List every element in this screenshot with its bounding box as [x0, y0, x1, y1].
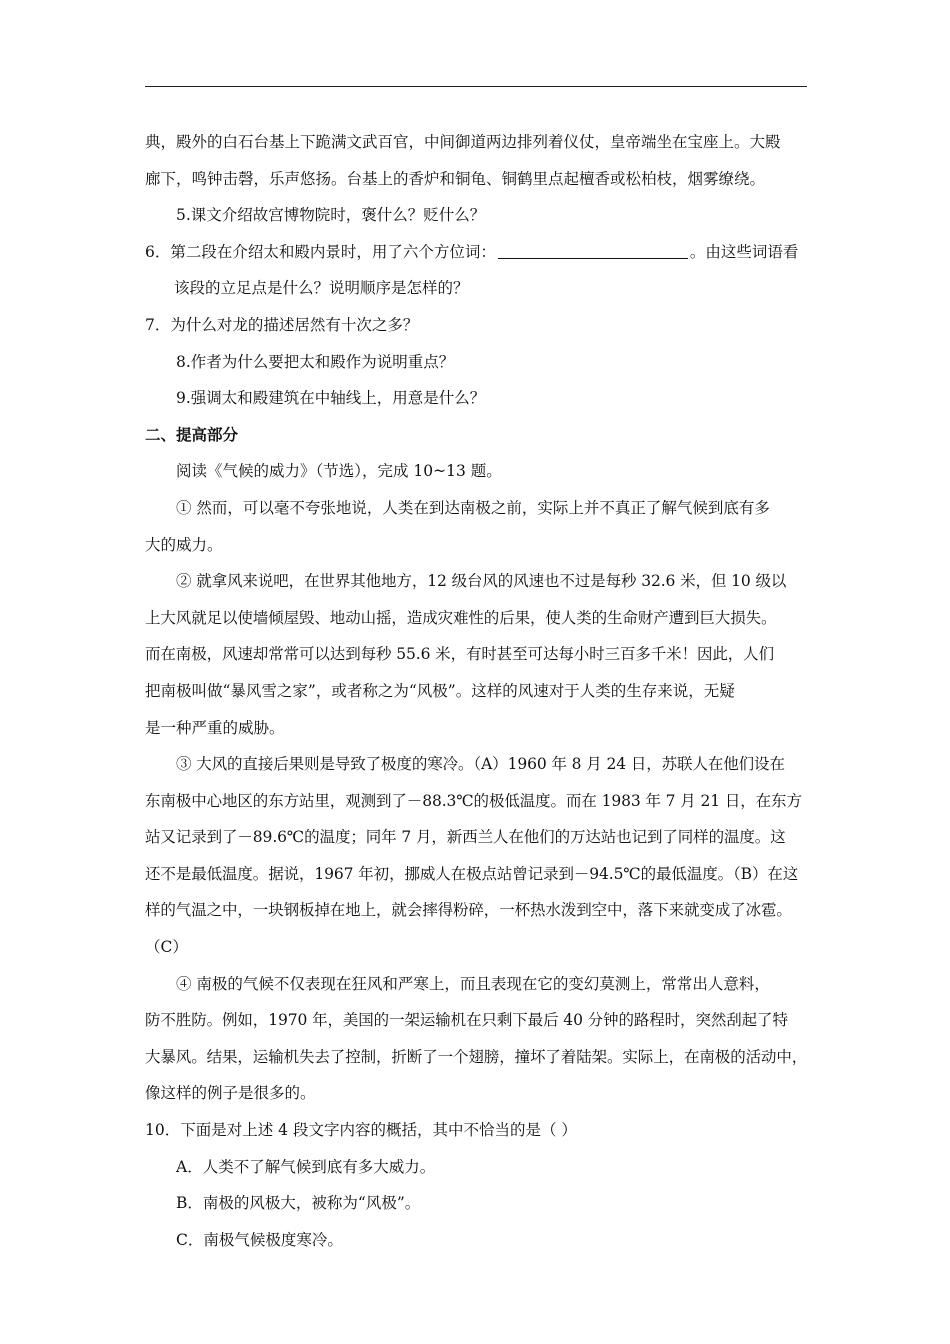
paragraph-3-line: 还不是最低温度。据说，1967 年初，挪威人在极点站曾记录到－94.5℃的最低温度。（B）在这	[145, 864, 799, 883]
paragraph-3-line: 样的气温之中，一块钢板掉在地上，就会摔得粉碎，一杯热水泼到空中，落下来就变成了冰雹。	[145, 901, 792, 920]
paragraph-3: ③ 大风的直接后果则是导致了极度的寒冷。（A）1960 年 8 月 24 日，苏联人在他们设在	[176, 755, 785, 774]
paragraph-4-line: 防不胜防。例如，1970 年，美国的一架运输机在只剩下最后 40 分钟的路程时，突然刮起了特	[145, 1011, 788, 1030]
paragraph-3-line: 东南极中心地区的东方站里，观测到了－88.3℃的极低温度。而在 1983 年 7 月 21 日，在东方	[145, 791, 802, 810]
reading-instruction: 阅读《气候的威力》（节选），完成 10~13 题。	[176, 462, 502, 481]
option-a: A．人类不了解气候到底有多大威力。	[176, 1157, 436, 1176]
question-5: 5.课文介绍故宫博物院时，褒什么？贬什么？	[176, 206, 486, 225]
header-rule	[145, 86, 807, 87]
paragraph-2-line: 而在南极，风速却常常可以达到每秒 55.6 米，有时甚至可达每小时三百多千米！因此，人们	[145, 645, 774, 664]
option-c: C．南极气候极度寒冷。	[176, 1230, 343, 1249]
paragraph-2-line: 上大风就足以使墙倾屋毁、地动山摇，造成灾难性的后果，使人类的生命财产遭到巨大损失。	[145, 608, 777, 627]
paragraph-1-line: 大的威力。	[145, 535, 223, 554]
paragraph-2-line: 是一种严重的威胁。	[145, 718, 285, 737]
text-line: 廊下，鸣钟击磬，乐声悠扬。台基上的香炉和铜龟、铜鹤里点起檀香或松柏枝，烟雾缭绕。	[145, 169, 766, 188]
document-body	[145, 124, 813, 1258]
paragraph-4: ④ 南极的气候不仅表现在狂风和严寒上，而且表现在它的变幻莫测上，常常出人意料，	[176, 974, 770, 993]
question-6-suffix: 。由这些词语看	[689, 242, 799, 261]
question-8: 8.作者为什么要把太和殿作为说明重点？	[176, 352, 455, 371]
paragraph-3-line: （C）	[145, 938, 188, 957]
question-10: 10．下面是对上述 4 段文字内容的概括，其中不恰当的是（ ）	[145, 1121, 577, 1140]
question-7: 7．为什么对龙的描述居然有十次之多？	[145, 315, 419, 334]
question-6-prefix: 6．第二段在介绍太和殿内景时，用了六个方位词：	[145, 242, 496, 261]
question-6	[145, 234, 813, 271]
question-9: 9.强调太和殿建筑在中轴线上，用意是什么？	[176, 389, 486, 408]
question-6-continued: 该段的立足点是什么？说明顺序是怎样的？	[174, 279, 469, 298]
paragraph-1: ① 然而，可以毫不夸张地说，人类在到达南极之前，实际上并不真正了解气候到底有多	[176, 498, 770, 517]
text-line: 典，殿外的白石台基上下跪满文武百官，中间御道两边排列着仪仗，皇帝端坐在宝座上。大殿	[145, 133, 781, 151]
paragraph-3-line: 站又记录到了－89.6℃的温度；同年 7 月，新西兰人在他们的万达站也记到了同样的温度。这	[145, 828, 786, 847]
paragraph-2: ② 就拿风来说吧，在世界其他地方，12 级台风的风速也不过是每秒 32.6 米，但 10 级以	[176, 572, 787, 591]
section-heading: 二、提高部分	[145, 424, 239, 444]
option-b: B．南极的风极大，被称为“风极”。	[176, 1194, 421, 1213]
paragraph-4-line: 大暴风。结果，运输机失去了控制，折断了一个翅膀，撞坏了着陆架。实际上，在南极的活动中，	[145, 1047, 808, 1066]
paragraph-2-line: 把南极叫做“暴风雪之家”，或者称之为“风极”。这样的风速对于人类的生存来说，无疑	[145, 681, 735, 700]
paragraph-4-line: 像这样的例子是很多的。	[145, 1084, 316, 1103]
answer-blank[interactable]	[498, 243, 688, 259]
